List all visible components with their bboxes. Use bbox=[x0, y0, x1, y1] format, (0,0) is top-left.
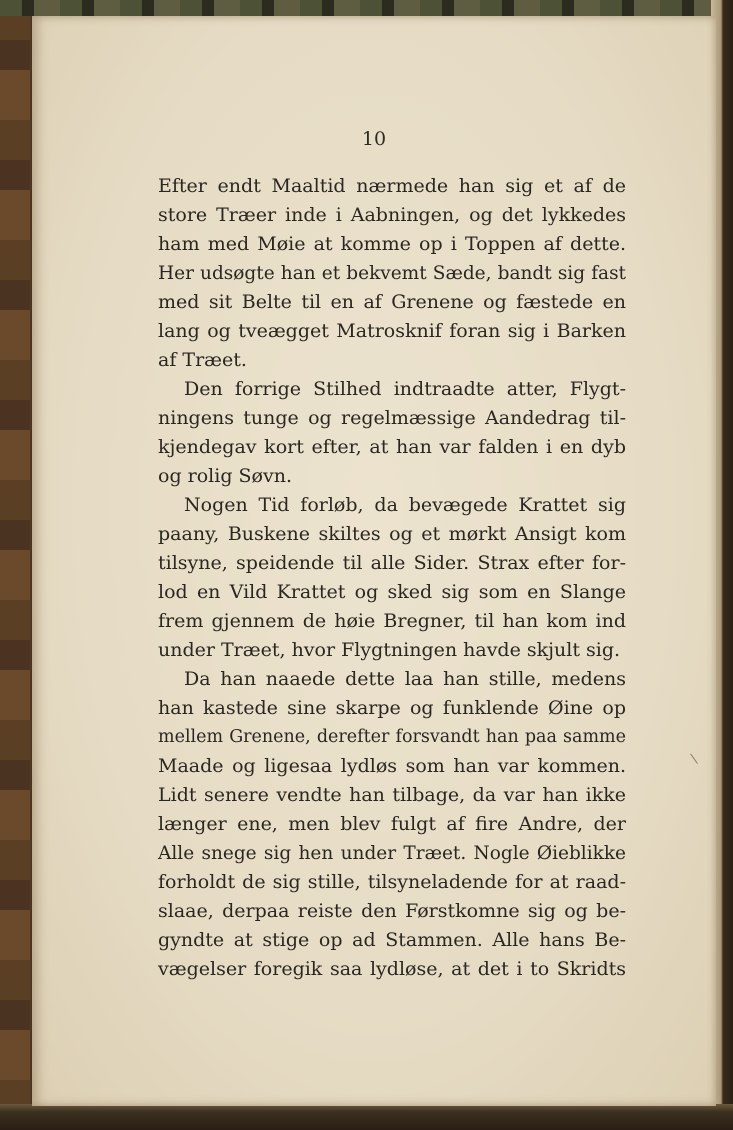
text-line: under Træet, hvor Flygtningen havde skjult sig. bbox=[158, 639, 621, 661]
text-line: lang og tveægget Matrosknif foran sig i Barken bbox=[158, 320, 626, 342]
page-number: 10 bbox=[361, 128, 387, 150]
text-line: med sit Belte til en af Grenene og fæstede en bbox=[158, 291, 626, 313]
text-line: gyndte at stige op ad Stammen. Alle hans Be- bbox=[158, 929, 626, 951]
text-line: længer ene, men blev fulgt af fire Andre, der bbox=[158, 813, 626, 835]
text-line: Alle snege sig hen under Træet. Nogle Øieblikke bbox=[158, 843, 626, 864]
text-line: kjendegav kort efter, at han var falden i en dyb bbox=[158, 436, 626, 458]
text-line: ham med Møie at komme op i Toppen af dette. bbox=[158, 233, 626, 255]
text-line: paany, Buskene skiltes og et mørkt Ansigt kom bbox=[158, 523, 626, 545]
book-cover-top-edge bbox=[0, 0, 733, 16]
text-line: mellem Grenene, derefter forsvandt han paa samme bbox=[158, 727, 626, 747]
text-line: og rolig Søvn. bbox=[158, 465, 292, 487]
text-line: forholdt de sig stille, tilsyneladende for at raad- bbox=[158, 871, 626, 893]
text-line: af Træet. bbox=[158, 349, 247, 371]
text-line: han kastede sine skarpe og funklende Øine op bbox=[158, 697, 626, 719]
text-line: vægelser foregik saa lydløse, at det i to Skridts bbox=[158, 958, 626, 980]
text-line: slaae, derpaa reiste den Førstkomne sig og be- bbox=[158, 900, 626, 922]
margin-mark bbox=[690, 750, 703, 764]
book-spine-edge bbox=[0, 0, 30, 1130]
text-line: frem gjennem de høie Bregner, til han kom ind bbox=[158, 610, 626, 632]
text-line: tilsyne, speidende til alle Sider. Strax efter for- bbox=[158, 552, 626, 574]
text-line: Maade og ligesaa lydløs som han var kommen. bbox=[158, 755, 626, 777]
text-line: Lidt senere vendte han tilbage, da var han ikke bbox=[158, 784, 626, 806]
text-line: Efter endt Maaltid nærmede han sig et af de bbox=[158, 175, 626, 197]
text-line: Nogen Tid forløb, da bevægede Krattet sig bbox=[184, 494, 626, 516]
text-line: Her udsøgte han et bekvemt Sæde, bandt sig fast bbox=[158, 263, 626, 284]
text-line: Da han naaede dette laa han stille, medens bbox=[184, 668, 626, 690]
text-line: store Træer inde i Aabningen, og det lykkedes bbox=[158, 204, 626, 226]
text-line: lod en Vild Krattet og sked sig som en Slange bbox=[158, 581, 626, 603]
body-text bbox=[158, 172, 626, 984]
book-cover-bottom-edge bbox=[0, 1104, 733, 1130]
text-line: ningens tunge og regelmæssige Aandedrag til- bbox=[158, 407, 626, 429]
text-line: Den forrige Stilhed indtraadte atter, Flygt- bbox=[184, 378, 626, 400]
